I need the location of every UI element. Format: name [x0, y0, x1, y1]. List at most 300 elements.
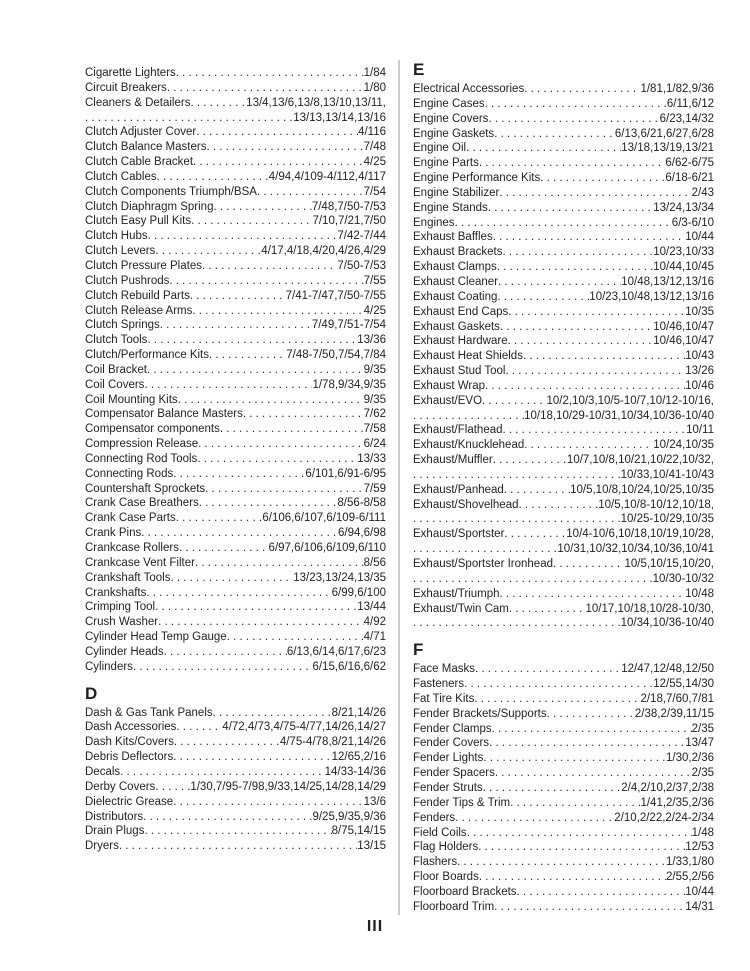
index-entry	[413, 438, 714, 453]
entry-label: Clutch Tools	[85, 334, 148, 347]
index-entry-continuation	[413, 616, 714, 631]
index-entry	[85, 780, 386, 795]
entry-label: Face Masks	[413, 663, 475, 676]
dot-leader	[205, 482, 363, 497]
entry-label: Fender Covers	[413, 737, 490, 750]
entry-label: Distributors	[85, 810, 144, 823]
entry-pages: 13/4,13/6,13/8,13/10,13/11,	[246, 96, 386, 109]
index-entry	[413, 260, 714, 275]
index-entry	[85, 185, 386, 200]
index-entry	[85, 706, 386, 721]
index-entry	[413, 334, 714, 349]
dot-leader	[483, 751, 666, 766]
entry-label: Exhaust/Sportster Ironhead	[413, 558, 553, 570]
entry-label: Dash Kits/Covers	[85, 736, 174, 749]
index-entry	[85, 363, 386, 378]
entry-label: Exhaust Hardware	[413, 335, 508, 348]
dot-leader	[467, 826, 692, 841]
entry-pages: 2/18,7/60,7/81	[640, 692, 714, 705]
entry-pages: 2/55,2/56	[666, 871, 714, 884]
dot-leader	[523, 349, 685, 364]
entry-pages: 8/75,14/15	[331, 825, 386, 838]
entry-pages: 6/94,6/98	[338, 527, 386, 540]
dot-leader	[488, 201, 653, 216]
dot-leader	[141, 526, 338, 541]
dot-leader	[167, 81, 364, 96]
entry-pages: 12/47,12/48,12/50	[621, 663, 714, 676]
index-entry	[413, 423, 714, 438]
dot-leader	[494, 127, 615, 142]
index-entry	[85, 393, 386, 408]
entry-label: Fender Brackets/Supports	[413, 707, 547, 720]
entry-pages: 10/48	[685, 587, 714, 600]
index-entry-continuation	[413, 409, 714, 424]
entry-label: Crankshafts	[85, 586, 147, 599]
dot-leader	[506, 364, 686, 379]
dot-leader	[413, 542, 557, 557]
entry-pages: 9/35	[363, 363, 386, 376]
entry-label: Exhaust Cleaner	[413, 275, 499, 288]
dot-leader	[173, 750, 331, 765]
index-entry	[413, 870, 714, 885]
index-entry	[85, 66, 386, 81]
entry-pages: 14/33-14/36	[324, 765, 386, 778]
entry-label: Dielectric Grease	[85, 795, 174, 808]
entry-pages: 10/43	[685, 350, 714, 363]
entry-pages: 10/23,10/33	[653, 246, 714, 259]
index-entry	[413, 483, 714, 498]
entry-label: Engine Gaskets	[413, 127, 495, 140]
entry-label: Circuit Breakers	[85, 81, 167, 94]
entry-pages: 13/36	[357, 334, 386, 347]
dot-leader	[510, 796, 640, 811]
dot-leader	[190, 289, 286, 304]
entry-label: Cigarette Lighters	[85, 67, 176, 79]
index-entry	[413, 498, 714, 513]
dot-leader	[143, 810, 312, 825]
dot-leader	[483, 781, 622, 796]
index-entry	[413, 216, 714, 231]
entry-pages: 6/106,6/107,6/109-6/111	[262, 512, 386, 525]
dot-leader	[413, 616, 621, 631]
entry-label: Clutch Components Triumph/BSA	[85, 185, 257, 198]
dot-leader	[147, 363, 364, 378]
entry-pages: 9/25,9/35,9/36	[312, 810, 386, 823]
entry-label: Crankcase Rollers	[85, 542, 179, 554]
entry-label: Derby Covers	[85, 780, 156, 793]
entry-pages: 13/6	[363, 795, 386, 808]
dot-leader	[169, 274, 363, 289]
entry-pages: 6/62-6/75	[665, 157, 714, 170]
entry-pages: 7/10,7/21,7/50	[312, 215, 386, 228]
index-entry	[85, 824, 386, 839]
dot-leader	[191, 214, 312, 229]
entry-label: Coil Bracket	[85, 363, 147, 376]
entry-pages: 1/48	[691, 826, 714, 839]
dot-leader	[178, 393, 364, 408]
dot-leader	[176, 511, 263, 526]
index-entry	[413, 320, 714, 335]
index-entry	[85, 229, 386, 244]
entry-label: Coil Mounting Kits	[85, 393, 178, 406]
entry-label: Engine Oil	[413, 142, 467, 155]
entry-label: Exhaust Wrap	[413, 379, 486, 392]
index-entry	[413, 97, 714, 112]
dot-leader	[197, 452, 357, 467]
column-divider	[398, 60, 400, 915]
entry-pages: 13/18,13/19,13/21	[621, 142, 714, 155]
dot-leader	[488, 112, 659, 127]
entry-pages: 4/71	[363, 631, 386, 644]
index-section-f	[413, 640, 714, 914]
entry-pages: 2/10,2/22,2/24-2/34	[614, 811, 714, 824]
entry-label: Countershaft Sprockets	[85, 482, 206, 495]
dot-leader	[202, 259, 337, 274]
dot-leader	[158, 615, 364, 630]
entry-label: Flashers	[413, 856, 458, 869]
dot-leader	[466, 141, 621, 156]
index-entry	[85, 541, 386, 556]
entry-pages: 10/35	[685, 305, 714, 318]
entry-label: Clutch Cables	[85, 170, 157, 183]
index-entry	[413, 379, 714, 394]
entry-label: Cylinders	[85, 660, 133, 673]
entry-pages: 6/13,6/21,6/27,6/28	[614, 127, 714, 140]
entry-label: Exhaust Clamps	[413, 261, 497, 274]
entry-label: Clutch Pressure Plates	[85, 259, 202, 272]
entry-label: Clutch Cable Bracket	[85, 156, 194, 169]
dot-leader	[213, 200, 311, 215]
dot-leader	[500, 587, 686, 602]
dot-leader	[464, 677, 653, 692]
index-entry	[85, 810, 386, 825]
entry-pages: 6/18-6/21	[665, 172, 714, 185]
entry-pages: 8/56	[363, 556, 386, 569]
dot-leader	[503, 423, 687, 438]
entry-label: Floorboard Trim	[413, 900, 495, 913]
entry-label: Clutch Easy Pull Kits	[85, 215, 192, 228]
index-entry	[413, 527, 714, 542]
index-entry	[85, 437, 386, 452]
index-entry	[85, 259, 386, 274]
entry-pages: 10/44	[685, 885, 714, 898]
entry-pages: 7/55	[363, 274, 386, 287]
entry-label: Floorboard Brackets	[413, 885, 517, 898]
index-entry	[85, 200, 386, 215]
entry-label: Exhaust/Shovelhead	[413, 498, 519, 511]
dot-leader	[195, 556, 364, 571]
dot-leader	[170, 571, 293, 586]
entry-pages: 13/47	[685, 737, 714, 750]
entry-pages: 2/4,2/10,2/37,2/38	[621, 781, 714, 794]
index-entry	[413, 275, 714, 290]
index-entry	[413, 692, 714, 707]
index-entry	[85, 482, 386, 497]
entry-label: Engine Stabilizer	[413, 186, 500, 199]
dot-leader	[479, 156, 666, 171]
entry-label: Exhaust Baffles	[413, 231, 493, 244]
entry-pages: 10/18,10/29-10/31,10/34,10/36-10/40	[524, 409, 714, 422]
index-entry	[413, 201, 714, 216]
entry-label: Exhaust/Sportster	[413, 528, 505, 541]
entry-label: Clutch Levers	[85, 245, 156, 258]
entry-label: Drain Plugs	[85, 825, 145, 838]
index-entry	[85, 333, 386, 348]
index-entry	[85, 378, 386, 393]
dot-leader	[144, 378, 312, 393]
entry-label: Field Coils	[413, 826, 467, 839]
index-entry	[413, 112, 714, 127]
dot-leader	[478, 840, 685, 855]
entry-pages: 10/25-10/29,10/35	[620, 513, 714, 526]
entry-pages: 14/31	[685, 900, 714, 913]
dot-leader	[485, 97, 667, 112]
index-entry	[413, 127, 714, 142]
dot-leader	[547, 707, 635, 722]
entry-pages: 8/56-8/58	[337, 497, 386, 510]
entry-pages: 7/50-7/53	[337, 259, 386, 272]
dot-leader	[198, 437, 363, 452]
entry-pages: 10/5,10/8-10/12,10/18,	[598, 498, 714, 511]
dot-leader	[155, 600, 357, 615]
entry-label: Fender Tips & Trim	[413, 796, 511, 809]
index-entry	[85, 615, 386, 630]
index-entry	[85, 304, 386, 319]
entry-label: Crimping Tool	[85, 601, 156, 614]
index-entry	[85, 407, 386, 422]
entry-pages: 10/31,10/32,10/34,10/36,10/41	[557, 543, 714, 556]
entry-label: Clutch Springs	[85, 319, 160, 332]
entry-pages: 2/35	[691, 767, 714, 780]
entry-pages: 10/24,10/35	[653, 439, 714, 452]
index-entry	[413, 602, 714, 617]
dot-leader	[119, 839, 357, 854]
entry-pages: 6/15,6/16,6/62	[312, 660, 386, 673]
dot-leader	[509, 602, 586, 617]
entry-pages: 13/24,13/34	[653, 201, 714, 214]
index-entry	[85, 645, 386, 660]
entry-label: Engine Parts	[413, 157, 479, 170]
dot-leader	[196, 125, 358, 140]
entry-label: Exhaust Gaskets	[413, 320, 500, 333]
entry-label: Debris Deflectors	[85, 751, 174, 764]
entry-label: Clutch Pushrods	[85, 274, 170, 287]
entry-label: Connecting Rods	[85, 467, 174, 480]
index-entry	[413, 557, 714, 572]
entry-pages: 1/78,9/34,9/35	[312, 378, 386, 391]
dot-leader	[500, 320, 653, 335]
entry-pages: 7/48-7/50,7/54,7/84	[286, 349, 386, 362]
entry-label: Floor Boards	[413, 871, 479, 884]
index-entry	[413, 394, 714, 409]
entry-pages: 6/97,6/106,6/109,6/110	[268, 542, 386, 554]
dot-leader	[148, 229, 338, 244]
dot-leader	[164, 645, 287, 660]
entry-label: Cleaners & Detailers	[85, 96, 191, 109]
dot-leader	[508, 305, 685, 320]
entry-pages: 7/48,7/50-7/53	[311, 200, 386, 213]
index-entry	[413, 736, 714, 751]
dot-leader	[479, 870, 666, 885]
dot-leader	[485, 379, 685, 394]
dot-leader	[146, 586, 331, 601]
entry-label: Exhaust Stud Tool	[413, 365, 506, 378]
entry-pages: 10/33,10/41-10/43	[620, 468, 714, 481]
entry-label: Crush Washer	[85, 616, 159, 629]
dot-leader	[495, 766, 692, 781]
index-entry	[413, 885, 714, 900]
entry-pages: 6/24	[363, 438, 386, 451]
entry-pages: 13/13,13/14,13/16	[293, 111, 386, 124]
entry-pages: 10/7,10/8,10/21,10/22,10/32,	[566, 454, 714, 467]
entry-pages: 6/101,6/91-6/95	[305, 467, 386, 480]
index-entry	[413, 82, 714, 97]
section-header-e: E	[413, 60, 425, 79]
entry-pages: 13/26	[685, 365, 714, 378]
entry-label: Fender Lights	[413, 752, 484, 765]
dot-leader	[455, 811, 614, 826]
entry-label: Decals	[85, 765, 121, 778]
entry-pages: 7/41-7/47,7/50-7/55	[285, 289, 386, 302]
index-entry	[85, 839, 386, 854]
entry-label: Clutch Diaphragm Spring	[85, 200, 214, 213]
index-entry	[413, 840, 714, 855]
entry-pages: 7/59	[363, 482, 386, 495]
entry-pages: 10/17,10/18,10/28-10/30,	[585, 602, 714, 615]
entry-pages: 10/46,10/47	[653, 335, 714, 348]
index-entry	[413, 305, 714, 320]
entry-label: Electrical Accessories	[413, 83, 525, 95]
index-entry-continuation	[413, 572, 714, 587]
index-entry	[413, 855, 714, 870]
index-entry	[85, 720, 386, 735]
entry-pages: 10/44,10/45	[653, 261, 714, 274]
index-entry	[85, 274, 386, 289]
entry-label: Fenders	[413, 811, 456, 824]
index-entry	[85, 511, 386, 526]
index-entry	[85, 496, 386, 511]
dot-leader	[133, 660, 313, 675]
entry-pages: 6/3-6/10	[671, 216, 714, 229]
entry-label: Exhaust Brackets	[413, 246, 503, 259]
dot-leader	[504, 483, 570, 498]
index-entry	[85, 348, 386, 363]
dot-leader	[413, 512, 621, 527]
entry-pages: 7/62	[363, 408, 386, 421]
index-entry	[85, 556, 386, 571]
entry-label: Clutch Release Arms	[85, 304, 193, 317]
index-section-d	[85, 684, 386, 854]
dot-leader	[213, 706, 332, 721]
index-entry	[413, 796, 714, 811]
entry-label: Compression Release	[85, 438, 199, 451]
dot-leader	[144, 824, 331, 839]
index-entry	[85, 467, 386, 482]
index-entry	[413, 900, 714, 915]
dot-leader	[155, 780, 190, 795]
entry-label: Engine Covers	[413, 112, 489, 125]
index-entry	[413, 453, 714, 468]
entry-label: Fender Clamps	[413, 722, 492, 735]
entry-pages: 4/116	[358, 126, 386, 139]
dot-leader	[147, 333, 357, 348]
index-entry	[85, 140, 386, 155]
entry-label: Fat Tire Kits	[413, 692, 475, 705]
index-entry	[85, 318, 386, 333]
entry-pages: 4/25	[363, 304, 386, 317]
entry-label: Exhaust Heat Shields	[413, 350, 523, 363]
index-entry	[413, 141, 714, 156]
entry-pages: 10/34,10/36-10/40	[620, 617, 714, 630]
entry-label: Compensator components	[85, 423, 220, 436]
entry-pages: 12/55,14/30	[653, 678, 714, 691]
entry-pages: 10/46	[685, 379, 714, 392]
entry-label: Flag Holders	[413, 841, 479, 854]
entry-label: Exhaust/Muffler	[413, 454, 493, 467]
entry-pages: 7/49,7/51-7/54	[311, 319, 386, 332]
index-entry	[85, 526, 386, 541]
dot-leader	[173, 467, 305, 482]
entry-pages: 10/4-10/6,10/18,10/19,10/28,	[566, 528, 714, 541]
index-entry-continuation	[413, 512, 714, 527]
entry-pages: 4/75-4/78,8/21,14/26	[279, 736, 386, 749]
entry-pages: 7/48	[363, 141, 386, 154]
dot-leader	[494, 900, 685, 915]
entry-pages: 12/65,2/16	[331, 751, 386, 764]
index-entry	[413, 171, 714, 186]
entry-label: Exhaust/Twin Cam	[413, 602, 509, 615]
entry-label: Connecting Rod Tools	[85, 452, 198, 465]
index-entry	[413, 364, 714, 379]
entry-pages: 2/43	[691, 186, 714, 199]
entry-label: Exhaust End Caps	[413, 305, 509, 318]
index-entry	[413, 156, 714, 171]
dot-leader	[220, 422, 364, 437]
index-entry	[85, 125, 386, 140]
dot-leader	[475, 662, 621, 677]
entry-label: Coil Covers	[85, 378, 145, 391]
index-entry	[85, 571, 386, 586]
entry-pages: 1/84	[363, 67, 386, 79]
index-entry	[413, 290, 714, 305]
entry-label: Clutch Balance Masters	[85, 141, 207, 154]
entry-pages: 4/72,4/73,4/75-4/77,14/26,14/27	[222, 721, 386, 734]
dot-leader	[493, 453, 567, 468]
entry-pages: 10/44	[685, 231, 714, 244]
entry-label: Crank Case Breathers	[85, 497, 199, 510]
dot-leader	[482, 394, 546, 409]
dot-leader	[85, 111, 293, 126]
index-entry	[413, 811, 714, 826]
index-entry	[413, 781, 714, 796]
entry-label: Clutch Hubs	[85, 230, 148, 243]
index-entry	[85, 289, 386, 304]
dot-leader	[190, 96, 246, 111]
entry-label: Dash Accessories	[85, 721, 177, 734]
dot-leader	[192, 304, 363, 319]
entry-pages: 10/11	[686, 424, 714, 437]
index-entry	[413, 245, 714, 260]
entry-pages: 6/13,6/14,6/17,6/23	[286, 645, 386, 658]
index-entry	[85, 214, 386, 229]
entry-pages: 7/58	[363, 423, 386, 436]
index-entry	[85, 765, 386, 780]
entry-pages: 12/53	[685, 841, 714, 854]
dot-leader	[413, 409, 524, 424]
index-entry	[413, 349, 714, 364]
entry-pages: 10/23,10/48,13/12,13/16	[589, 290, 714, 303]
entry-label: Crank Pins	[85, 527, 142, 540]
